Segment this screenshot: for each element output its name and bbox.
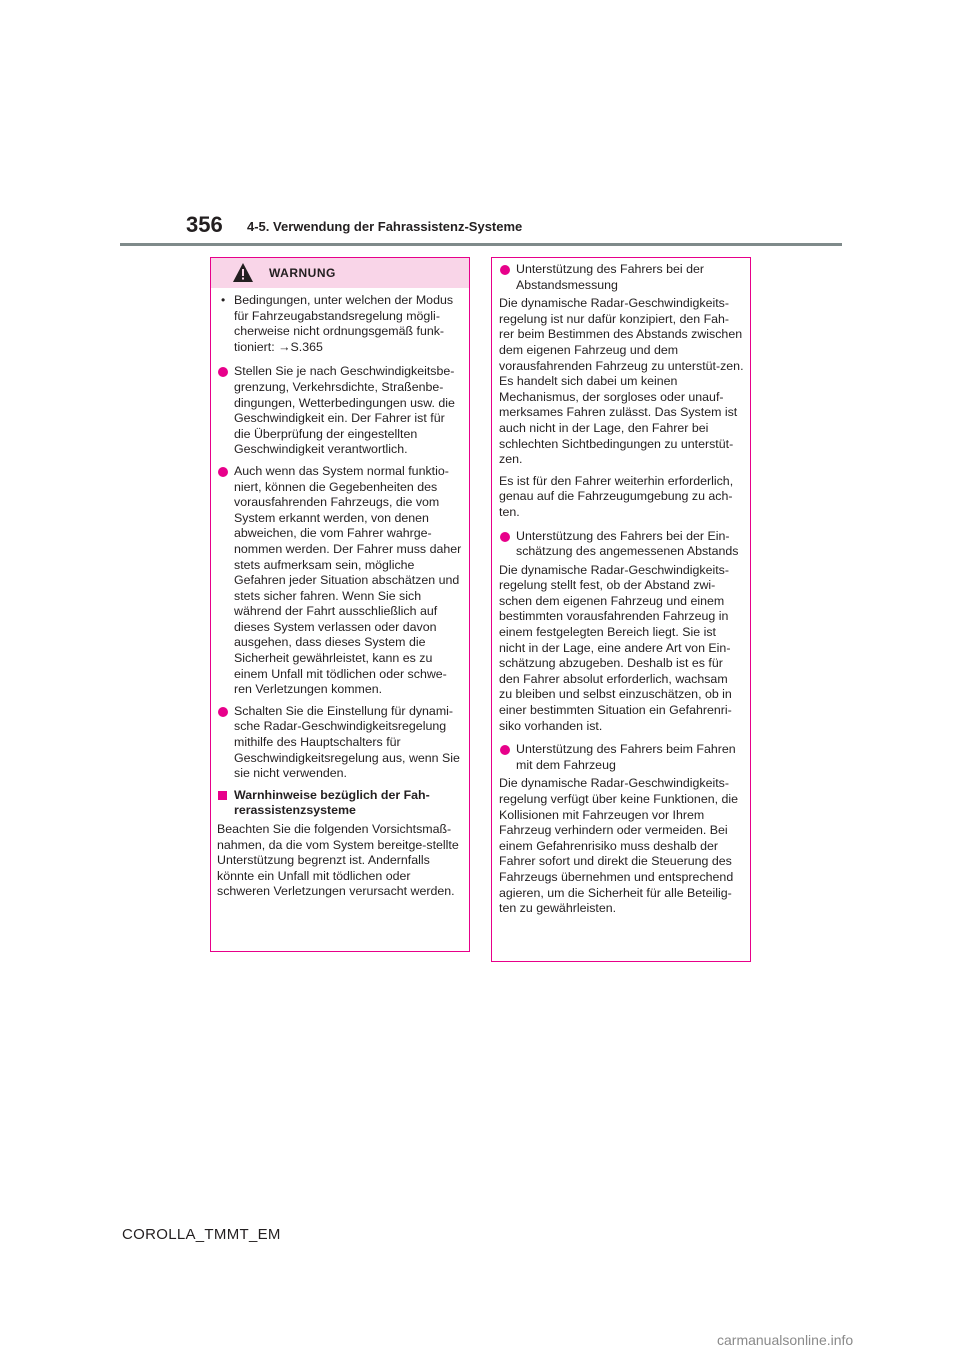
subsection-text: Beachten Sie die folgenden Vorsichtsmaß-nahmen, da die vom System bereitge-stellte Unterstützung begrenzt ist. Andernfalls könnte ein Unfall mit tödlichen oder schweren Verletzungen verursacht werden. [217, 822, 459, 899]
list-item [499, 529, 744, 560]
header-rule [120, 243, 842, 246]
pink-dot-bullet-icon [218, 367, 228, 377]
section-heading: Unterstützung des Fahrers bei der Abstandsmessung [516, 262, 705, 292]
list-item [499, 262, 744, 293]
bullet-text: Schalten Sie die Einstellung für dynami-sche Radar-Geschwindigkeitsregelung mithilfe des Hauptschalters für Geschwindigkeitsregelung aus, wenn Sie sie nicht verwenden. [234, 703, 460, 781]
pink-dot-bullet-icon [500, 532, 510, 542]
info-content [492, 258, 750, 917]
list-item [217, 364, 463, 458]
paragraph: Es ist für den Fahrer weiterhin erforderlich, genau auf die Fahrzeugumgebung zu ach-ten. [499, 473, 734, 519]
paragraph: Die dynamische Radar-Geschwindigkeits-regelung ist nur dafür konzipiert, den Fah-rer beim Bestimmen des Abstands zwischen dem eigenen Fahrzeug und dem vorausfahrenden Fahrzeug zu unterstüt-zen. Es handelt sich dabei um keinen Mechanismus, der sorgloses oder unauf-merksames Fahren zulässt. Das System ist auch nicht in der Lage, den Fahrer bei schlechten Sichtbedingungen zu unterstüt-zen. [499, 296, 744, 467]
warning-content [211, 288, 469, 900]
pink-dot-bullet-icon [218, 467, 228, 477]
warning-box [210, 257, 470, 952]
section-heading: Unterstützung des Fahrers bei der Ein-schätzung des angemessenen Abstands [516, 528, 739, 559]
list-item [499, 742, 744, 773]
arrow-right-icon: → [278, 339, 291, 354]
pink-square-bullet-icon [218, 791, 227, 800]
warning-header [211, 258, 469, 288]
warning-triangle-icon [232, 262, 254, 283]
page-reference[interactable] [278, 340, 323, 354]
watermark[interactable]: carmanualsonline.info [717, 1332, 854, 1348]
info-box [491, 257, 751, 962]
subsection-title: Warnhinweise bezüglich der Fah-rerassistenzsysteme [234, 787, 430, 818]
pink-dot-bullet-icon [218, 707, 228, 717]
list-item [217, 788, 463, 819]
page-number: 356 [186, 212, 223, 237]
list-item [217, 464, 463, 698]
paragraph: Die dynamische Radar-Geschwindigkeits-regelung stellt fest, ob der Abstand zwi-schen dem eigenen Fahrzeug und einem bestimmten vorausfahrenden Fahrzeug in einem festgelegten Bereich liegt. Sie ist nicht in der Lage, eine andere Art von Ein-schätzung abzugeben. Deshalb ist es für den Fahrer absolut erforderlich, wachsam zu bleiben und selbst einzuschätzen, ob in einer bestimmten Situation ein Gefahrenri-siko vorhanden ist. [499, 562, 732, 733]
list-item [217, 704, 463, 782]
footer-model-code: COROLLA_TMMT_EM [122, 1226, 281, 1243]
small-bullet-icon: • [221, 293, 226, 307]
bullet-text: Stellen Sie je nach Geschwindigkeitsbe-grenzung, Verkehrsdichte, Straßenbe-dingungen, Wetterbedingungen usw. die Geschwindigkeit ein. Der Fahrer ist für die Überprüfung der eingestellten Geschwindigkeit verantwortlich. [234, 364, 455, 457]
section-title: 4-5. Verwendung der Fahrassistenz-Systeme [247, 219, 523, 234]
bullet-text: Auch wenn das System normal funktio-niert, können die Gegebenheiten des vorausfahrenden Fahrzeugs, die vom System erkannt werden, von denen abweichen, die vom Fahrer wahrge-nommen werden. Der Fahrer muss daher stets aufmerksam sein, mögliche Gefahren jeder Situation abschätzen und stets sicher fahren. Wenn Sie sich während der Fahrt ausschließlich auf dieses System verlassen oder davon ausgehen, dass dieses System die Sicherheit gewährleistet, kann es zu einem Unfall mit tödlichen oder schwe-ren Verletzungen kommen. [234, 463, 462, 697]
list-item [217, 293, 463, 355]
paragraph: Die dynamische Radar-Geschwindigkeits-regelung verfügt über keine Funktionen, die Kollisionen mit Fahrzeugen vor Ihrem Fahrzeug verhindern oder vermeiden. Bei einem Gefahrenrisiko muss deshalb der Fahrer sofort und direkt die Steuerung des Fahrzeugs übernehmen und entsprechend agieren, um die Sicherheit für alle Beteilig-ten zu gewährleisten. [499, 776, 739, 916]
page-reference-label: S.365 [290, 339, 323, 354]
warning-first-item-text: Bedingungen, unter welchen der Modus für Fahrzeugabstandsregelung mögli-cherweise nicht ordnungsgemäß funk-tioniert: [234, 293, 454, 354]
section-heading: Unterstützung des Fahrers beim Fahren mit dem Fahrzeug [516, 742, 736, 772]
warning-title: WARNUNG [269, 266, 336, 280]
pink-dot-bullet-icon [500, 265, 510, 275]
pink-dot-bullet-icon [500, 745, 510, 755]
